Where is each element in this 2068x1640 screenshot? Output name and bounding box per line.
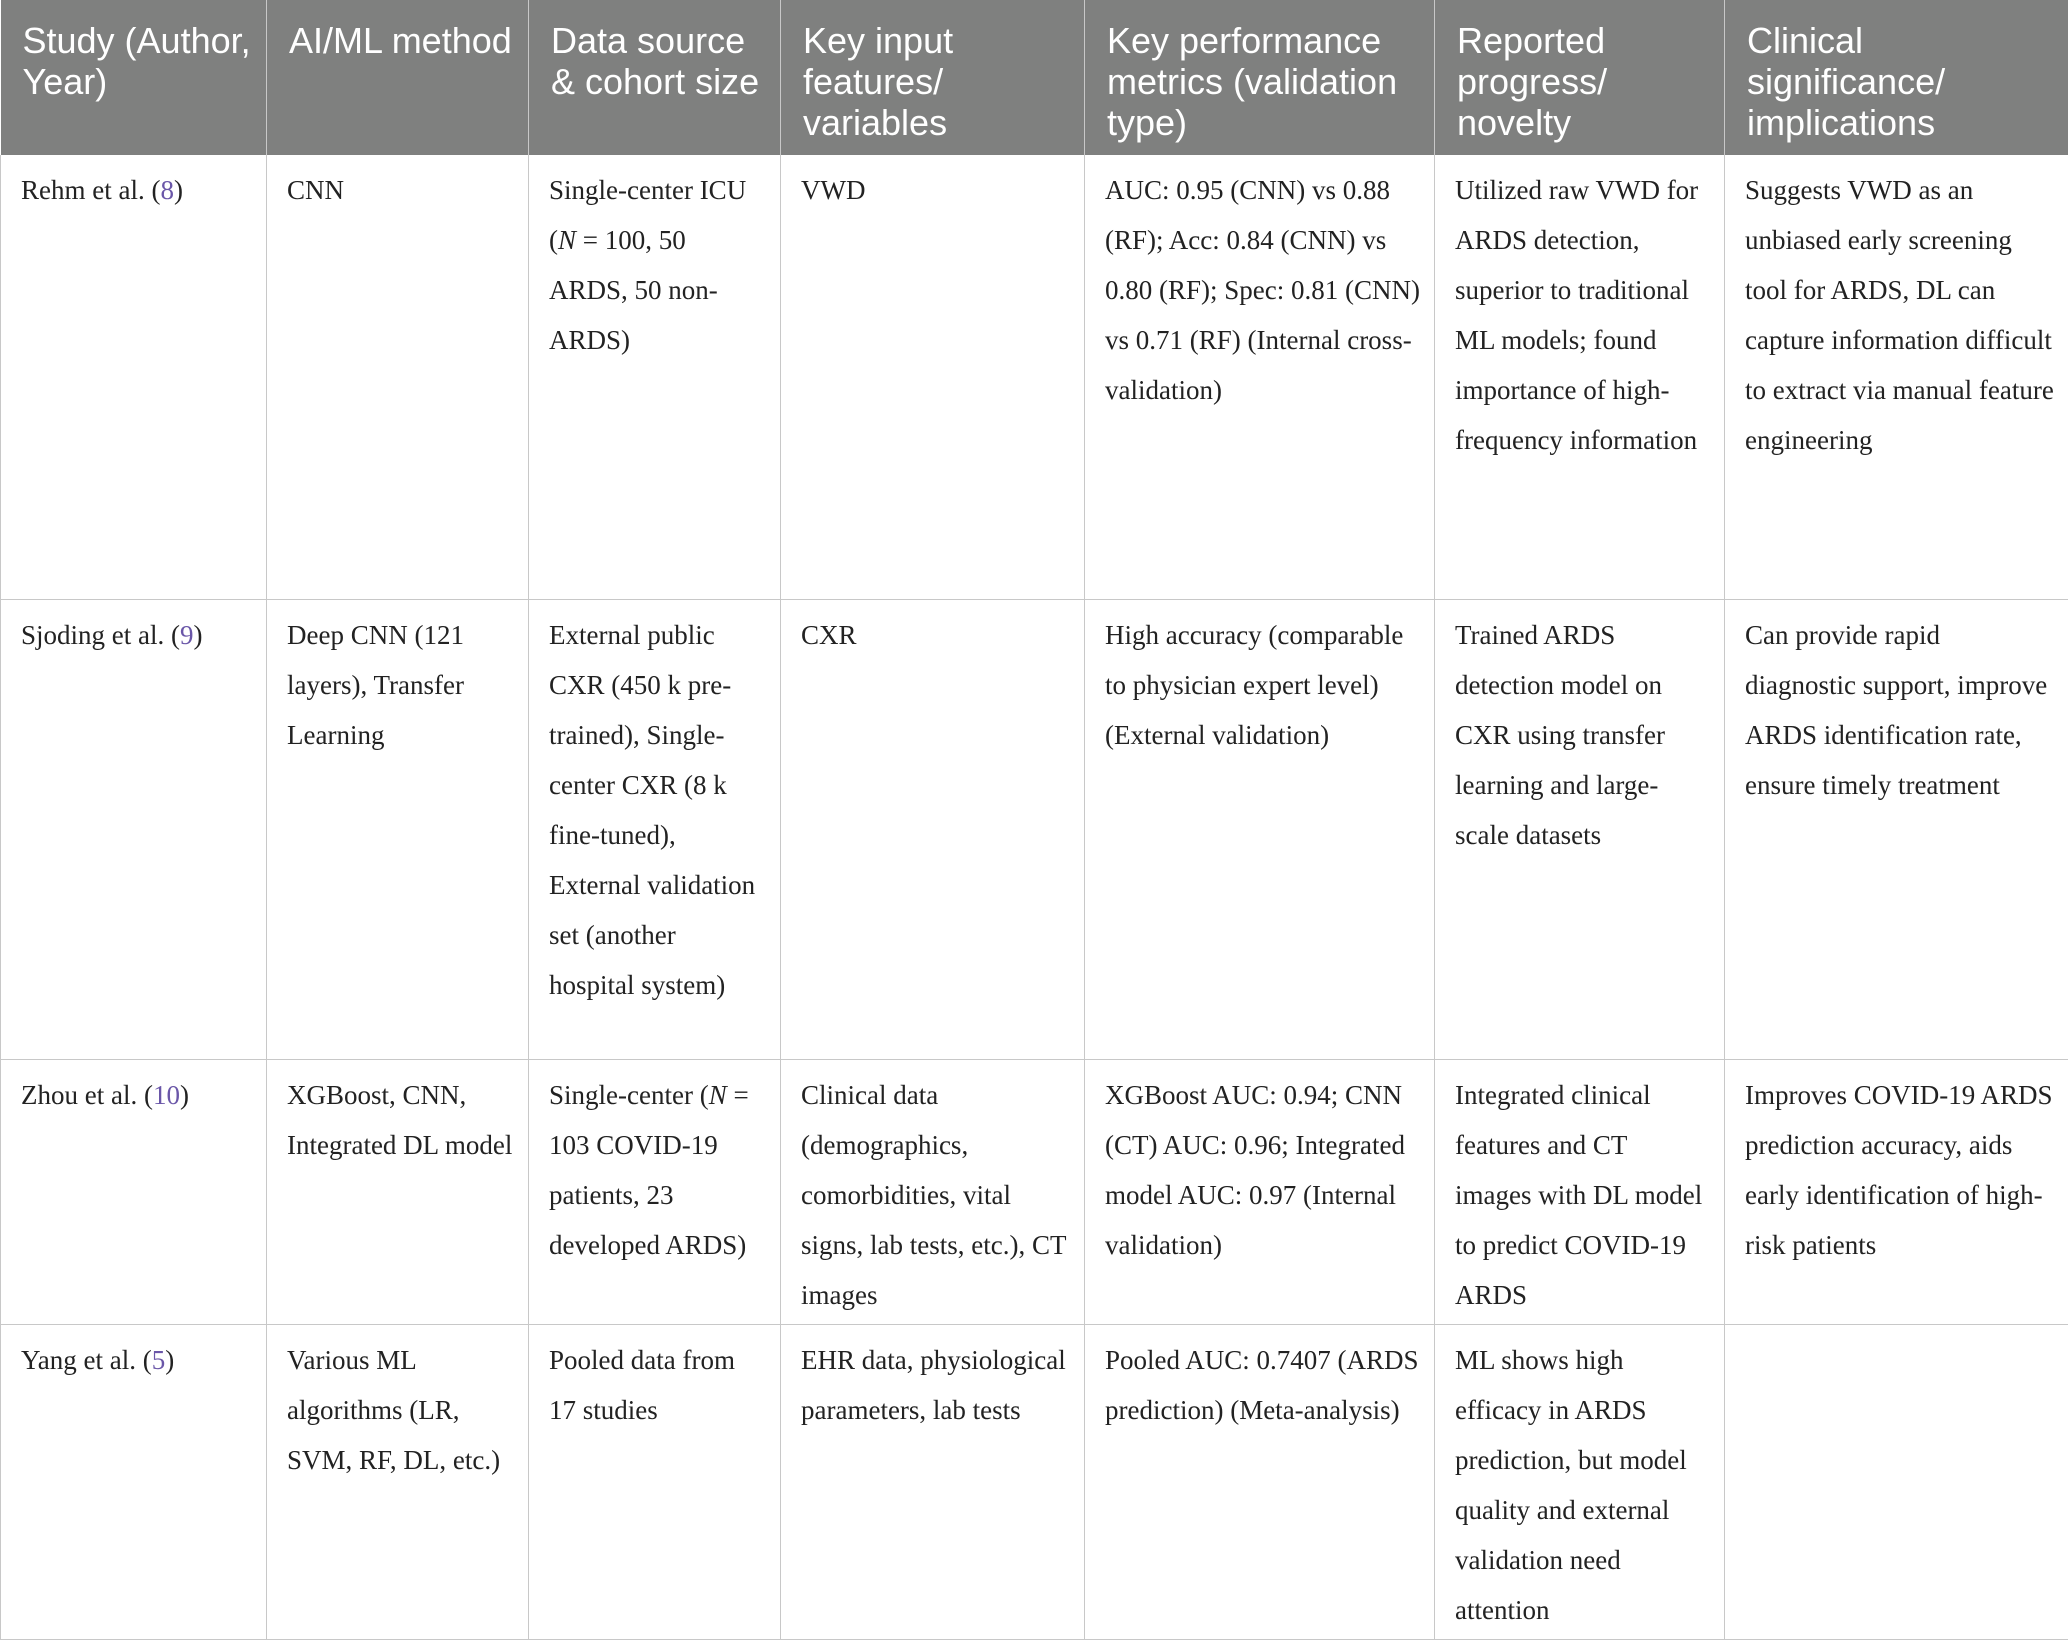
header-significance: Clinical significance/ implications (1725, 0, 2068, 155)
table-row (1, 1059, 2068, 1324)
cell-significance: Can provide rapid diagnostic support, improve ARDS identification rate, ensure timely treatment (1725, 599, 2068, 1059)
data-source-pre: External public CXR (450 k pre-trained), Single-center CXR (8 k fine-tuned), External validation set (another hospital system) (549, 620, 755, 1000)
header-row (1, 0, 2068, 155)
cell-method: Deep CNN (121 layers), Transfer Learning (267, 599, 529, 1059)
table-header (1, 0, 2068, 155)
cell-metrics: XGBoost AUC: 0.94; CNN (CT) AUC: 0.96; Integrated model AUC: 0.97 (Internal validation) (1085, 1059, 1435, 1324)
table-row (1, 599, 2068, 1059)
data-source-pre: Pooled data from 17 studies (549, 1345, 735, 1425)
cell-study (1, 1059, 267, 1324)
cell-data-source (529, 155, 781, 599)
reference-link[interactable]: 9 (180, 620, 194, 650)
cell-progress: Integrated clinical features and CT images with DL model to predict COVID-19 ARDS (1435, 1059, 1725, 1324)
cell-metrics: High accuracy (comparable to physician expert level) (External validation) (1085, 599, 1435, 1059)
study-author: Yang et al. ( (21, 1345, 152, 1375)
cell-significance: Suggests VWD as an unbiased early screening tool for ARDS, DL can capture information difficult to extract via manual feature engineering (1725, 155, 2068, 599)
study-author: Rehm et al. ( (21, 175, 160, 205)
cell-data-source (529, 599, 781, 1059)
data-source-post: = 100, 50 ARDS, 50 non-ARDS) (549, 225, 718, 355)
table-row (1, 155, 2068, 599)
cell-features: EHR data, physiological parameters, lab tests (781, 1324, 1085, 1639)
data-source-n: N (558, 225, 576, 255)
cell-study (1, 1324, 267, 1639)
cell-features: CXR (781, 599, 1085, 1059)
study-author: Sjoding et al. ( (21, 620, 180, 650)
cell-significance: Improves COVID-19 ARDS prediction accuracy, aids early identification of high-risk patients (1725, 1059, 2068, 1324)
header-method: AI/ML method (267, 0, 529, 155)
reference-link[interactable]: 8 (160, 175, 174, 205)
cell-significance (1725, 1324, 2068, 1639)
reference-link[interactable]: 5 (152, 1345, 166, 1375)
study-close: ) (193, 620, 202, 650)
cell-data-source (529, 1059, 781, 1324)
study-close: ) (165, 1345, 174, 1375)
study-close: ) (174, 175, 183, 205)
data-source-pre: Single-center ( (549, 1080, 709, 1110)
cell-progress: Utilized raw VWD for ARDS detection, superior to traditional ML models; found importance of high-frequency information (1435, 155, 1725, 599)
table-body (1, 155, 2068, 1639)
study-author: Zhou et al. ( (21, 1080, 153, 1110)
cell-features: Clinical data (demographics, comorbidities, vital signs, lab tests, etc.), CT images (781, 1059, 1085, 1324)
header-metrics: Key performance metrics (validation type) (1085, 0, 1435, 155)
cell-method: XGBoost, CNN, Integrated DL model (267, 1059, 529, 1324)
data-source-n: N (709, 1080, 727, 1110)
table-row (1, 1324, 2068, 1639)
header-progress: Reported progress/ novelty (1435, 0, 1725, 155)
cell-study (1, 599, 267, 1059)
cell-progress: Trained ARDS detection model on CXR using transfer learning and large-scale datasets (1435, 599, 1725, 1059)
study-close: ) (180, 1080, 189, 1110)
cell-progress: ML shows high efficacy in ARDS prediction, but model quality and external validation need attention (1435, 1324, 1725, 1639)
cell-method: Various ML algorithms (LR, SVM, RF, DL, etc.) (267, 1324, 529, 1639)
header-study: Study (Author, Year) (1, 0, 267, 155)
data-source-pre: Single-center ICU ( (549, 175, 746, 255)
reference-link[interactable]: 10 (153, 1080, 180, 1110)
header-data-source: Data source & cohort size (529, 0, 781, 155)
cell-study (1, 155, 267, 599)
cell-metrics: Pooled AUC: 0.7407 (ARDS prediction) (Meta-analysis) (1085, 1324, 1435, 1639)
data-source-post: = 103 COVID-19 patients, 23 developed ARDS) (549, 1080, 749, 1260)
cell-data-source (529, 1324, 781, 1639)
cell-method: CNN (267, 155, 529, 599)
cell-metrics: AUC: 0.95 (CNN) vs 0.88 (RF); Acc: 0.84 (CNN) vs 0.80 (RF); Spec: 0.81 (CNN) vs 0.71 (RF) (Internal cross-validation) (1085, 155, 1435, 599)
cell-features: VWD (781, 155, 1085, 599)
header-features: Key input features/ variables (781, 0, 1085, 155)
